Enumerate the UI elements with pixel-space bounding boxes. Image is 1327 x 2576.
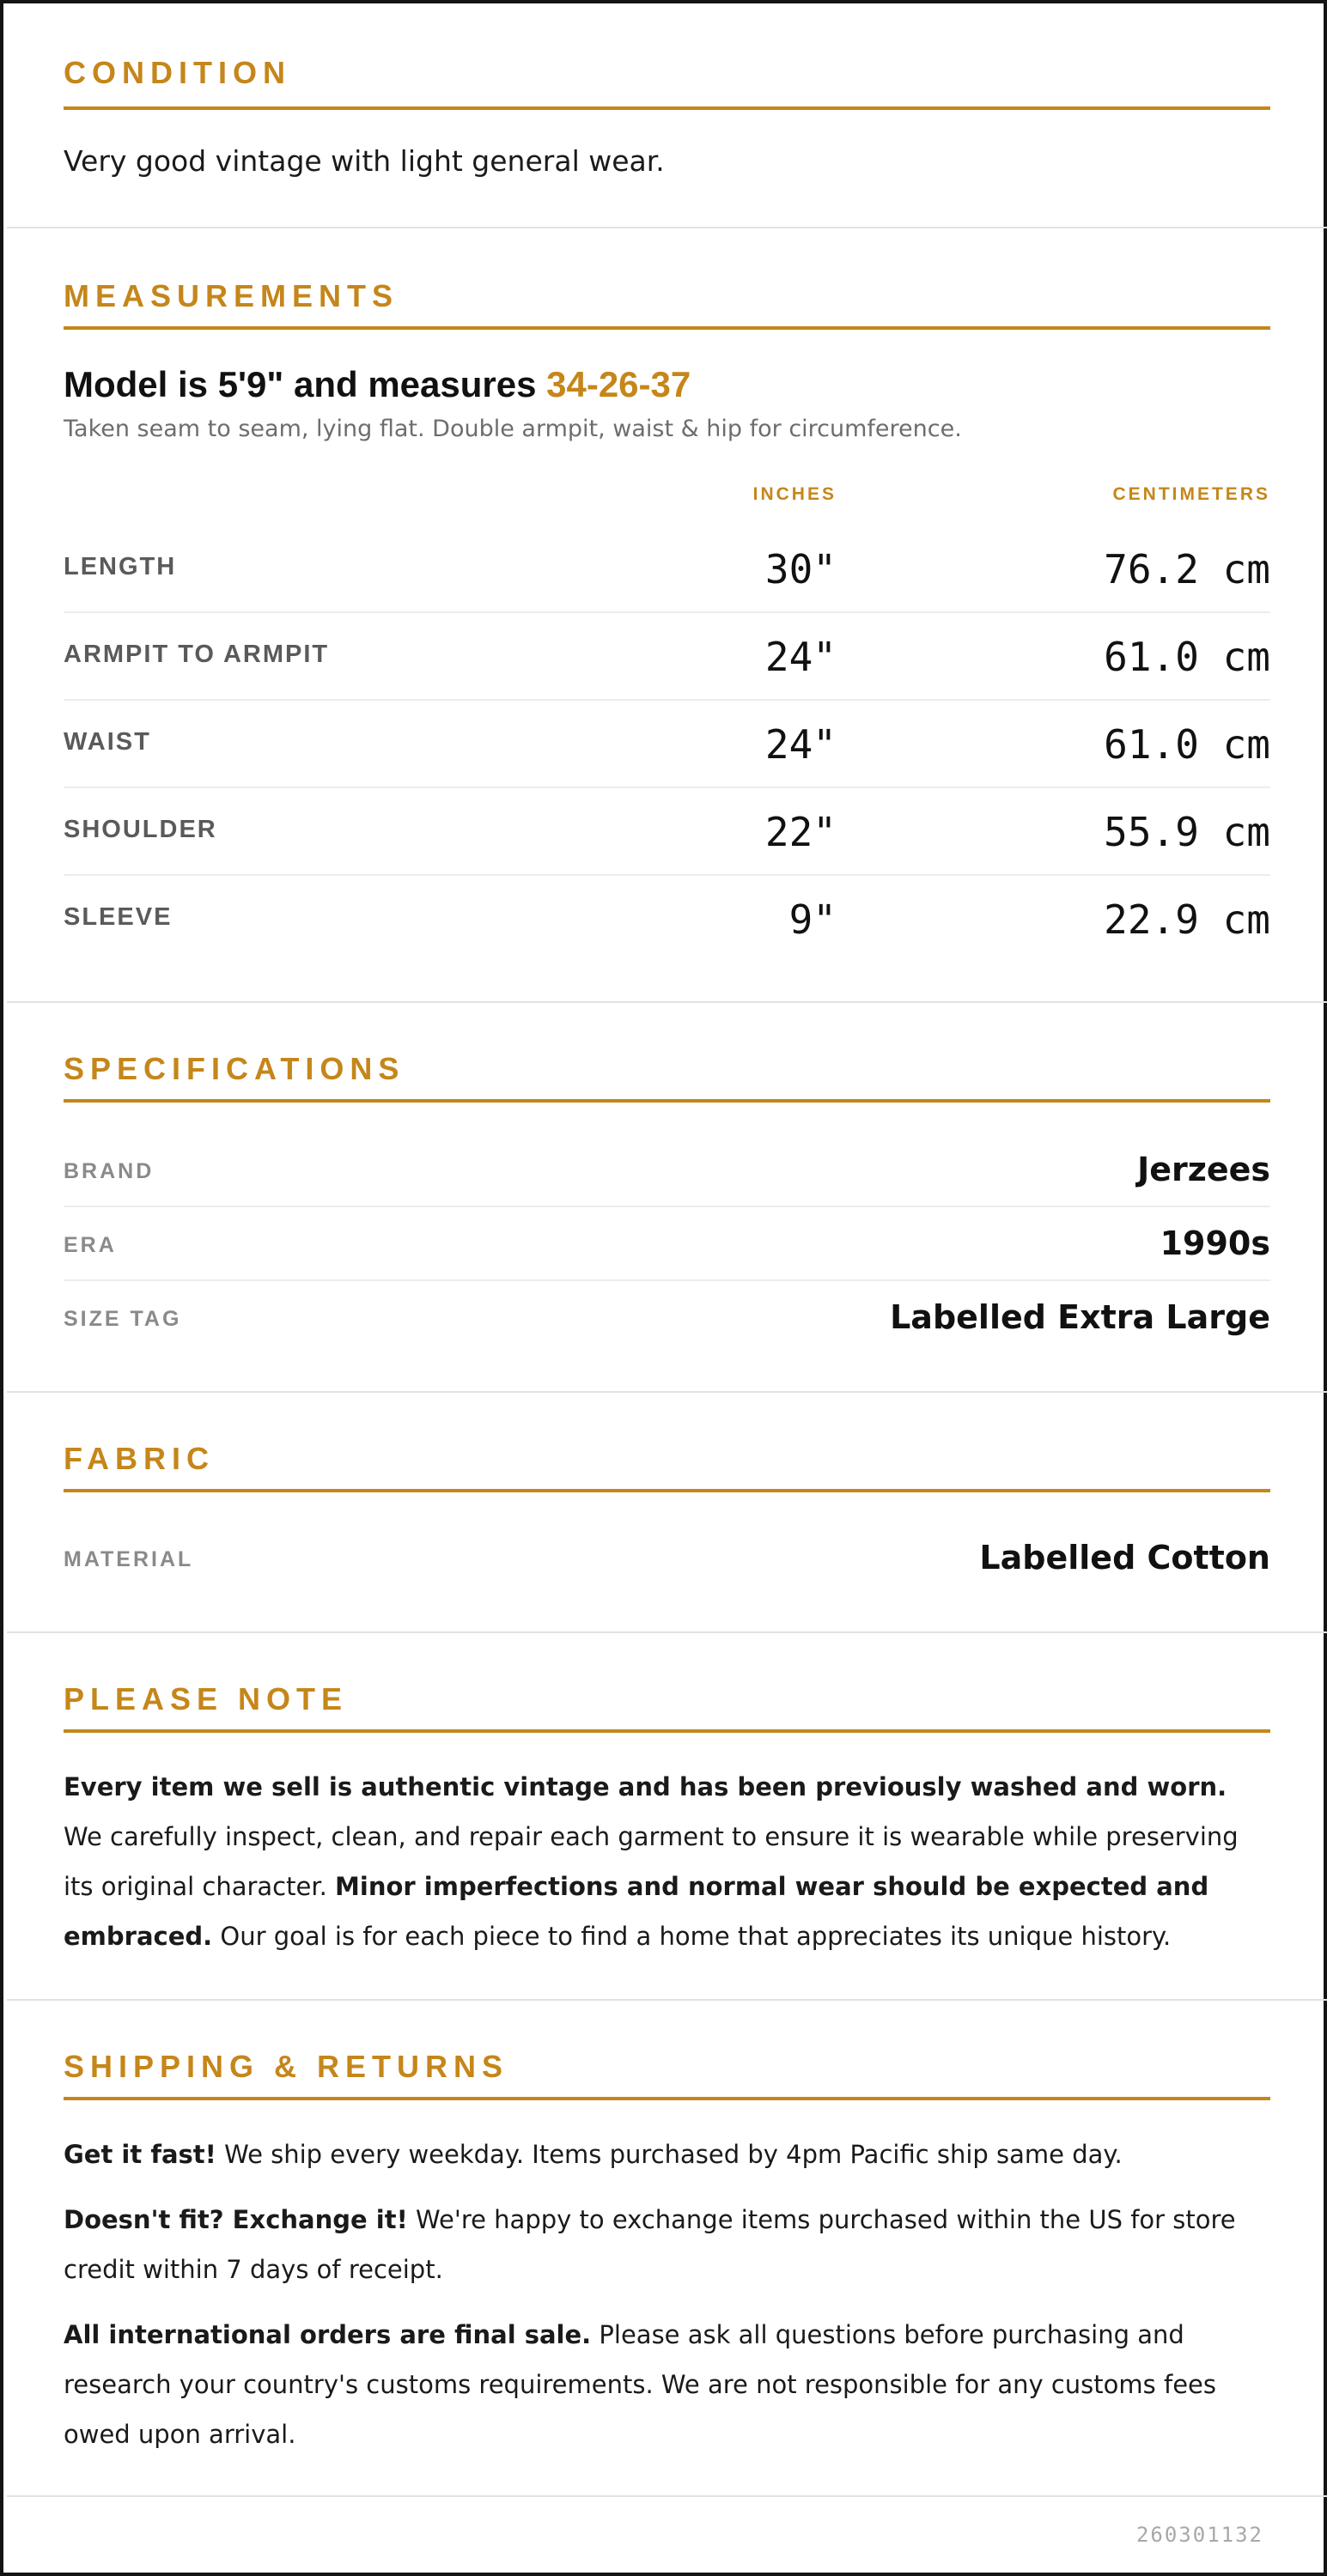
- shipping-p1-text: We ship every weekday. Items purchased by 4pm Pacific ship same day.: [216, 2140, 1123, 2169]
- specifications-section: [7, 1003, 1327, 1393]
- please-note-text-1: We carefully inspect, clean, and repair each garment to ensure it is wearable while preserving its original character.: [64, 1822, 1239, 1901]
- fabric-label: MATERIAL: [64, 1547, 194, 1571]
- measurement-row-armpit: [64, 613, 1270, 701]
- measurement-row-length: [64, 526, 1270, 613]
- please-note-heading: PLEASE NOTE: [64, 1681, 349, 1716]
- measurement-row-sleeve: [64, 876, 1270, 963]
- fabric-rule: [64, 1489, 1270, 1492]
- model-statement-prefix: Model is 5'9" and measures: [64, 364, 547, 404]
- please-note-text: [64, 1762, 1270, 1961]
- shipping-returns-section: [7, 2001, 1327, 2497]
- spec-label: BRAND: [64, 1159, 155, 1183]
- measurement-label: WAIST: [64, 728, 151, 756]
- model-measures: 34-26-37: [546, 364, 691, 404]
- spec-value: 1990s: [1160, 1224, 1270, 1262]
- specifications-heading: SPECIFICATIONS: [64, 1051, 405, 1086]
- measurement-label: ARMPIT TO ARMPIT: [64, 641, 330, 668]
- measurement-inches: 24": [764, 634, 837, 680]
- please-note-rule: [64, 1729, 1270, 1733]
- condition-section: [7, 7, 1327, 228]
- shipping-p3-text: Please ask all questions before purchasing and research your country's customs requirements. We are not responsible for any customs fees owed upon arrival.: [64, 2320, 1216, 2449]
- measurement-inches: 9": [788, 896, 837, 943]
- measurement-label: SLEEVE: [64, 903, 173, 931]
- please-note-bold-1: Every item we sell is authentic vintage and has been previously washed and worn.: [64, 1772, 1227, 1801]
- shipping-paragraph-2: [64, 2195, 1270, 2294]
- model-statement: [64, 364, 691, 405]
- spec-label: ERA: [64, 1233, 117, 1257]
- column-header-centimeters: CENTIMETERS: [1112, 484, 1270, 504]
- measurement-row-waist: [64, 701, 1270, 788]
- condition-heading: CONDITION: [64, 55, 291, 90]
- measurements-rule: [64, 326, 1270, 330]
- condition-text: Very good vintage with light general wear.: [64, 144, 665, 178]
- measurement-inches: 30": [764, 546, 837, 592]
- shipping-p1-bold: Get it fast!: [64, 2140, 216, 2169]
- spec-label: SIZE TAG: [64, 1307, 182, 1331]
- shipping-paragraph-1: [64, 2129, 1270, 2179]
- measurement-label: SHOULDER: [64, 816, 217, 843]
- shipping-rule: [64, 2097, 1270, 2100]
- shipping-p3-bold: All international orders are final sale.: [64, 2320, 592, 2349]
- measurement-centimeters: 61.0 cm: [1104, 634, 1270, 680]
- spec-value: Labelled Extra Large: [890, 1298, 1270, 1336]
- please-note-text-2: Our goal is for each piece to find a home that appreciates its unique history.: [212, 1922, 1172, 1951]
- spec-value: Jerzees: [1137, 1151, 1270, 1188]
- measurement-inches: 22": [764, 809, 837, 855]
- please-note-section: [7, 1633, 1327, 2001]
- measurement-centimeters: 22.9 cm: [1104, 896, 1270, 943]
- measurement-note: Taken seam to seam, lying flat. Double armpit, waist & hip for circumference.: [64, 416, 962, 442]
- measurement-centimeters: 61.0 cm: [1104, 721, 1270, 768]
- please-note-bold-2: Minor imperfections and normal wear should be expected and embraced.: [64, 1872, 1209, 1951]
- fabric-row-material: [64, 1522, 1270, 1595]
- measurement-inches: 24": [764, 721, 837, 768]
- measurement-centimeters: 55.9 cm: [1104, 809, 1270, 855]
- measurements-section: [7, 228, 1327, 1003]
- measurement-centimeters: 76.2 cm: [1104, 546, 1270, 592]
- shipping-paragraph-3: [64, 2310, 1270, 2459]
- measurement-label: LENGTH: [64, 553, 177, 580]
- item-code: 260301132: [1135, 2523, 1263, 2547]
- shipping-p2-bold: Doesn't fit? Exchange it!: [64, 2205, 408, 2234]
- spec-row-size-tag: [64, 1281, 1270, 1355]
- fabric-value: Labelled Cotton: [979, 1539, 1270, 1577]
- measurement-row-shoulder: [64, 788, 1270, 876]
- spec-row-brand: [64, 1133, 1270, 1207]
- spec-row-era: [64, 1207, 1270, 1281]
- shipping-p2-text: We're happy to exchange items purchased within the US for store credit within 7 days of receipt.: [64, 2205, 1236, 2284]
- shipping-heading: SHIPPING & RETURNS: [64, 2049, 509, 2084]
- specifications-rule: [64, 1099, 1270, 1103]
- column-header-inches: INCHES: [752, 484, 837, 504]
- fabric-heading: FABRIC: [64, 1441, 215, 1476]
- fabric-section: [7, 1393, 1327, 1633]
- condition-rule: [64, 106, 1270, 110]
- measurements-heading: MEASUREMENTS: [64, 278, 399, 313]
